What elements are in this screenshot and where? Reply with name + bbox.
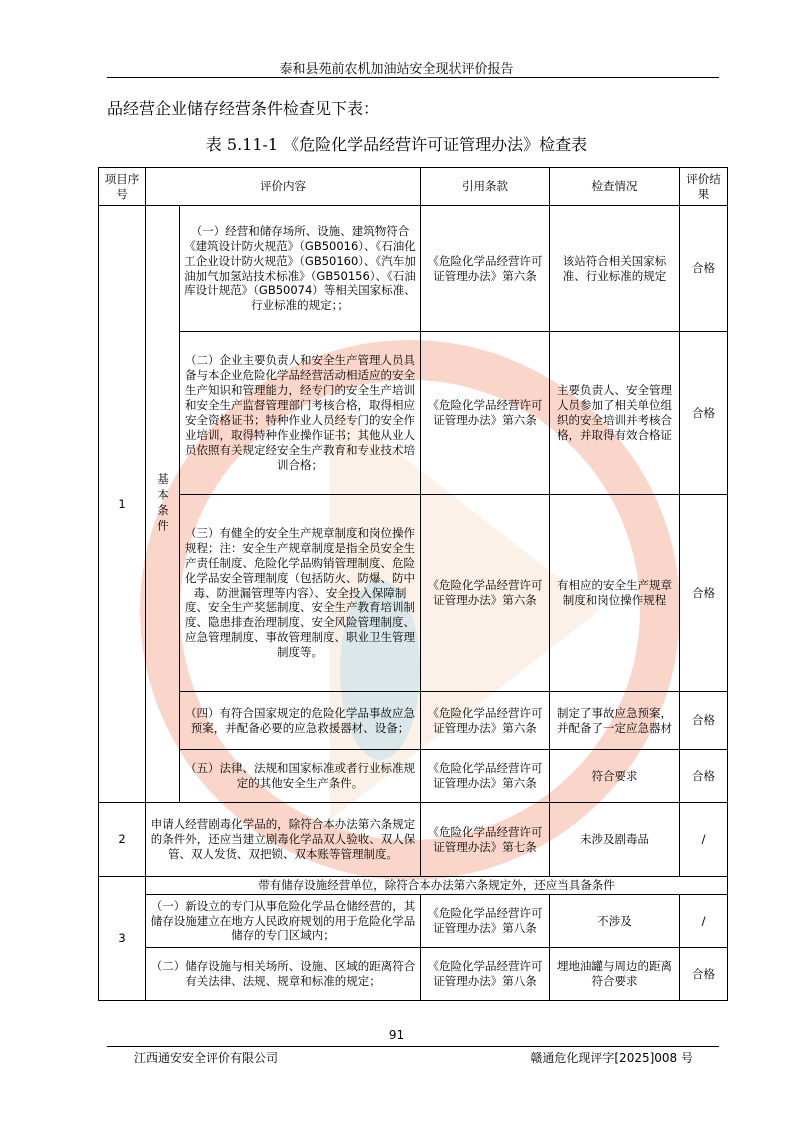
table-row — [99, 206, 728, 332]
row3-item-content: （一）新设立的专门从事危险化学品仓储经营的，其储存设施建立在地方人民政府规划的用于危险化学品储存的专门区域内； — [146, 895, 421, 948]
row-result: 合格 — [680, 692, 728, 750]
row-clause: 《危险化学品经营许可证管理办法》第六条 — [421, 692, 550, 750]
row2-seq: 2 — [99, 803, 146, 877]
footer-divider — [107, 1046, 719, 1047]
row3-item-content: （二）储存设施与相关场所、设施、区域的距离符合有关法律、法规、规章和标准的规定； — [146, 948, 421, 1001]
row-result: 合格 — [680, 206, 728, 332]
row-content: （五）法律、法规和国家标准或者行业标准规定的其他安全生产条件。 — [180, 750, 421, 803]
intro-text: 品经营企业储存经营条件检查见下表： — [107, 99, 380, 118]
header-check: 检查情况 — [550, 168, 680, 206]
header-result: 评价结果 — [680, 168, 728, 206]
row-check: 有相应的安全生产规章制度和岗位操作规程 — [550, 495, 680, 692]
footer-company: 江西通安安全评价有限公司 — [134, 1051, 279, 1065]
row3-item-clause: 《危险化学品经营许可证管理办法》第八条 — [421, 895, 550, 948]
row-check: 符合要求 — [550, 750, 680, 803]
inspection-table — [98, 167, 728, 1001]
table-caption: 表 5.11-1 《危险化学品经营许可证管理办法》检查表 — [205, 135, 588, 154]
row-check: 该站符合相关国家标准、行业标准的规定 — [550, 206, 680, 332]
table-row — [99, 803, 728, 877]
row3-seq: 3 — [99, 877, 146, 1001]
row-clause: 《危险化学品经营许可证管理办法》第六条 — [421, 750, 550, 803]
row3-item-result: / — [680, 895, 728, 948]
table-row — [99, 332, 728, 495]
group1-label: 基本条件 — [146, 206, 180, 803]
table-row — [99, 895, 728, 948]
row-result: 合格 — [680, 332, 728, 495]
header-clause: 引用条款 — [421, 168, 550, 206]
row-result: 合格 — [680, 495, 728, 692]
row2-clause: 《危险化学品经营许可证管理办法》第七条 — [421, 803, 550, 877]
header-seq: 项目序号 — [99, 168, 146, 206]
row-result: 合格 — [680, 750, 728, 803]
page-header-title: 泰和县苑前农机加油站安全现状评价报告 — [279, 62, 514, 77]
row-content: （四）有符合国家规定的危险化学品事故应急预案，并配备必要的应急救援器材、设备； — [180, 692, 421, 750]
row-content: （一）经营和储存场所、设施、建筑物符合《建筑设计防火规范》（GB50016）、《石油化工企业设计防火规范》（GB50160）、《汽车加油加气加氢站技术标准》（GB50156）、《石油库设计规范》（GB50074）等相关国家标准、行业标准的规定；； — [180, 206, 421, 332]
row2-result: / — [680, 803, 728, 877]
row3-item-check: 不涉及 — [550, 895, 680, 948]
table-row — [99, 877, 728, 895]
table-row — [99, 495, 728, 692]
row3-item-result: 合格 — [680, 948, 728, 1001]
page-number: 91 — [388, 1028, 405, 1042]
row3-item-clause: 《危险化学品经营许可证管理办法》第八条 — [421, 948, 550, 1001]
row-check: 主要负责人、安全管理人员参加了相关单位组织的安全培训并考核合格，并取得有效合格证 — [550, 332, 680, 495]
table-header-row — [99, 168, 728, 206]
row3-item-check: 埋地油罐与周边的距离符合要求 — [550, 948, 680, 1001]
table-row — [99, 948, 728, 1001]
footer-doc-number: 赣通危化现评字[2025]008 号 — [530, 1051, 693, 1065]
row-content: （二）企业主要负责人和安全生产管理人员具备与本企业危险化学品经营活动相适应的安全生产知识和管理能力，经专门的安全生产培训和安全生产监督管理部门考核合格，取得相应安全资格证书；特种作业人员经专门的安全作业培训，取得特种作业操作证书；其他从业人员依照有关规定经安全生产教育和专业技术培训合格； — [180, 332, 421, 495]
table-row — [99, 692, 728, 750]
row-check: 制定了事故应急预案，并配备了一定应急器材 — [550, 692, 680, 750]
row-content: （三）有健全的安全生产规章制度和岗位操作规程；注：安全生产规章制度是指全员安全生产责任制度、危险化学品购销管理制度、危险化学品安全管理制度（包括防火、防爆、防中毒、防泄漏管理等内容）、安全投入保障制度、安全生产奖惩制度、安全生产教育培训制度、隐患排查治理制度、安全风险管理制度、应急管理制度、事故管理制度、职业卫生管理制度等。 — [180, 495, 421, 692]
table-row — [99, 750, 728, 803]
header-divider — [107, 77, 719, 78]
row-clause: 《危险化学品经营许可证管理办法》第六条 — [421, 206, 550, 332]
row-clause: 《危险化学品经营许可证管理办法》第六条 — [421, 495, 550, 692]
row3-heading: 带有储存设施经营单位，除符合本办法第六条规定外，还应当具备条件 — [146, 877, 728, 895]
header-content: 评价内容 — [146, 168, 421, 206]
row-clause: 《危险化学品经营许可证管理办法》第六条 — [421, 332, 550, 495]
row2-check: 未涉及剧毒品 — [550, 803, 680, 877]
row2-content: 申请人经营剧毒化学品的，除符合本办法第六条规定的条件外，还应当建立剧毒化学品双人验收、双人保管、双人发货、双把锁、双本账等管理制度。 — [146, 803, 421, 877]
group1-seq: 1 — [99, 206, 146, 803]
